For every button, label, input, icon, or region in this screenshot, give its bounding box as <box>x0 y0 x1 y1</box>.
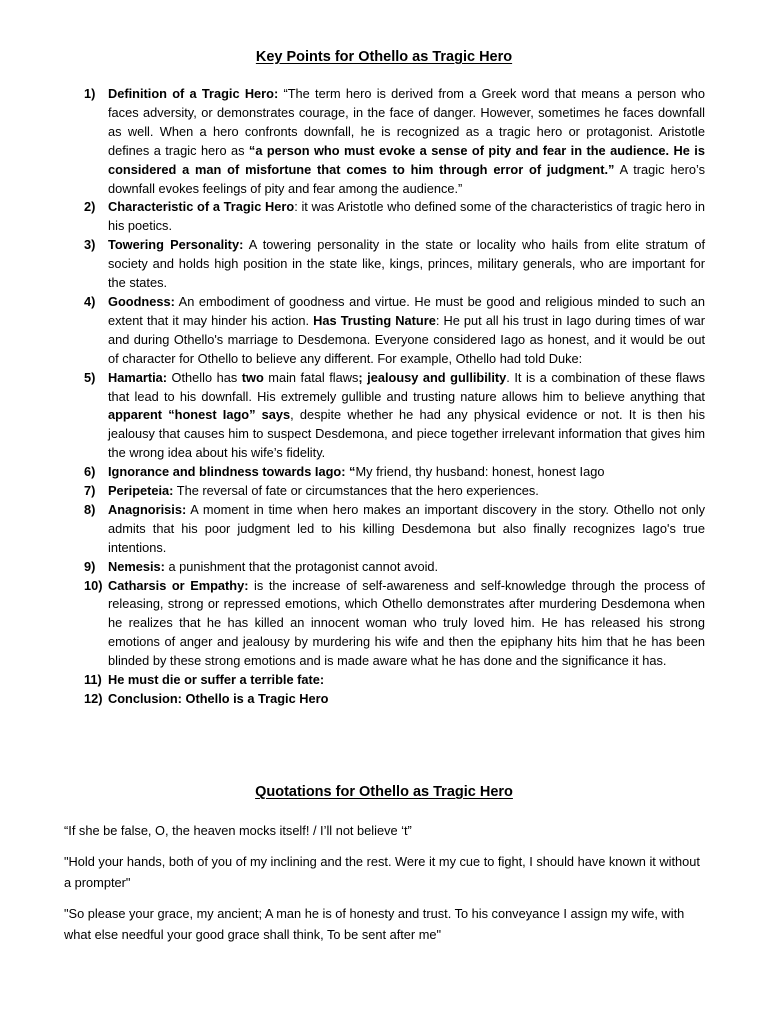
bold-text: two <box>241 369 264 385</box>
body-text: a punishment that the protagonist cannot avoid. <box>164 558 439 574</box>
body-text: Othello has <box>167 369 242 385</box>
bold-text: apparent “honest Iago” says <box>108 407 291 423</box>
body-text: A towering personality in the state or locality who hails from elite stratum of society and holds high position in the state like, kings, princes, military generals, who are important for the states. <box>108 237 705 291</box>
bold-text: Anagnorisis: <box>108 501 187 517</box>
list-number: 6) <box>84 464 96 480</box>
key-point-item <box>84 85 705 198</box>
key-point-item <box>84 501 705 558</box>
list-number: 1) <box>84 86 96 101</box>
list-number: 5) <box>84 369 96 385</box>
key-point-item <box>84 293 705 369</box>
body-text: : it was Aristotle who defined some of the characteristics of tragic hero in his poetics. <box>108 199 705 234</box>
key-point-item <box>84 671 705 690</box>
body-text: A tragic hero’s downfall evokes feelings of pity and fear among the audience.” <box>108 161 705 196</box>
bold-text: Conclusion: Othello is a Tragic Hero <box>108 691 329 706</box>
key-point-item <box>84 690 705 709</box>
bold-text: “a person who must evoke a sense of pity and fear in the audience. He is considered a man of misfortune that comes to him through error of judgment.” <box>108 142 705 177</box>
list-number: 8) <box>84 501 96 517</box>
page-title: Key Points for Othello as Tragic Hero <box>255 49 513 65</box>
list-number: 2) <box>84 199 96 215</box>
bold-text: Nemesis: <box>108 558 165 574</box>
body-text: , despite whether he had any physical evidence or not. It is then his jealousy that causes him to suspect Desdemona, and piece together irrelevant information that gives him the wrong idea about his wife’s fidelity. <box>108 407 705 461</box>
bold-text: Characteristic of a Tragic Hero <box>108 199 295 215</box>
bold-text: Peripeteia: <box>108 483 174 499</box>
list-number: 10) <box>84 577 103 593</box>
list-number: 9) <box>84 558 96 574</box>
key-point-item <box>84 558 705 577</box>
body-text: is the increase of self-awareness and self-knowledge through the process of releasing, strong or repressed emotions, which Othello demonstrates after murdering Desdemona when he realizes that he has killed an innocent woman who truly loved him. He has released his strong emotions of anger and jealousy by murdering his wife and then the epiphany hits him that he has been blinded by these strong emotions and is made aware what he has done and the significance it has. <box>108 577 705 669</box>
quotations-title: Quotations for Othello as Tragic Hero <box>255 784 513 800</box>
bold-text: ; jealousy and gullibility <box>358 369 507 385</box>
bold-text: He must die or suffer a terrible fate: <box>108 672 325 688</box>
body-text: . It is a combination of these flaws that lead to his downfall. His extremely gullible and trusting nature allows him to believe anything that <box>108 369 705 404</box>
list-number: 12) <box>84 691 103 706</box>
body-text: A moment in time when hero makes an important discovery in the story. Othello not only admits that his poor judgment led to his killing Desdemona but also finally recognizes Iago's true intentions. <box>108 501 705 555</box>
quotation: "So please your grace, my ancient; A man he is of honesty and trust. To his conveyance I assign my wife, with what else needful your good grace shall think, To be sent after me" <box>64 906 685 942</box>
bold-text: Catharsis or Empathy: <box>108 577 249 593</box>
key-point-item <box>84 482 705 501</box>
key-point-item <box>84 369 705 464</box>
bold-text: Ignorance and blindness towards Iago: “ <box>108 464 356 480</box>
list-number: 7) <box>84 483 96 499</box>
key-point-item <box>84 236 705 293</box>
body-text: My friend, thy husband: honest, honest Iago <box>355 464 605 480</box>
quotations-list <box>64 820 708 955</box>
list-number: 11) <box>84 672 102 688</box>
bold-text: Hamartia: <box>108 369 168 385</box>
body-text: : He put all his trust in Iago during times of war and during Othello's marriage to Desdemona. Everyone considered Iago as honest, and it would be out of character for Othello to believe any different. For example, Othello had told Duke: <box>108 312 705 366</box>
bold-text: Towering Personality: <box>108 237 244 253</box>
key-points-list <box>84 85 705 709</box>
key-point-item <box>84 463 705 482</box>
bold-text: Goodness: <box>108 293 175 309</box>
key-point-item <box>84 198 705 236</box>
body-text: main fatal flaws <box>263 369 359 385</box>
quotation: "Hold your hands, both of you of my inclining and the rest. Were it my cue to fight, I should have known it without a prompter" <box>64 854 700 890</box>
body-text: An embodiment of goodness and virtue. He must be good and religious minded to such an extent that it may hinder his action. <box>108 293 705 328</box>
body-text: The reversal of fate or circumstances that the hero experiences. <box>173 483 539 499</box>
body-text: “The term hero is derived from a Greek word that means a person who faces adversity, or demonstrates courage, in the face of danger. However, sometimes he faces downfall as well. When a hero confronts downfall, he is recognized as a tragic hero or protagonist. Aristotle defines a tragic hero as <box>108 86 706 158</box>
bold-text: Has Trusting Nature <box>313 312 436 328</box>
list-number: 3) <box>84 237 96 253</box>
quotation: “If she be false, O, the heaven mocks itself! / I’ll not believe ‘t” <box>64 823 412 838</box>
key-point-item <box>84 577 705 672</box>
list-number: 4) <box>84 293 96 309</box>
bold-text: Definition of a Tragic Hero: <box>108 86 279 101</box>
